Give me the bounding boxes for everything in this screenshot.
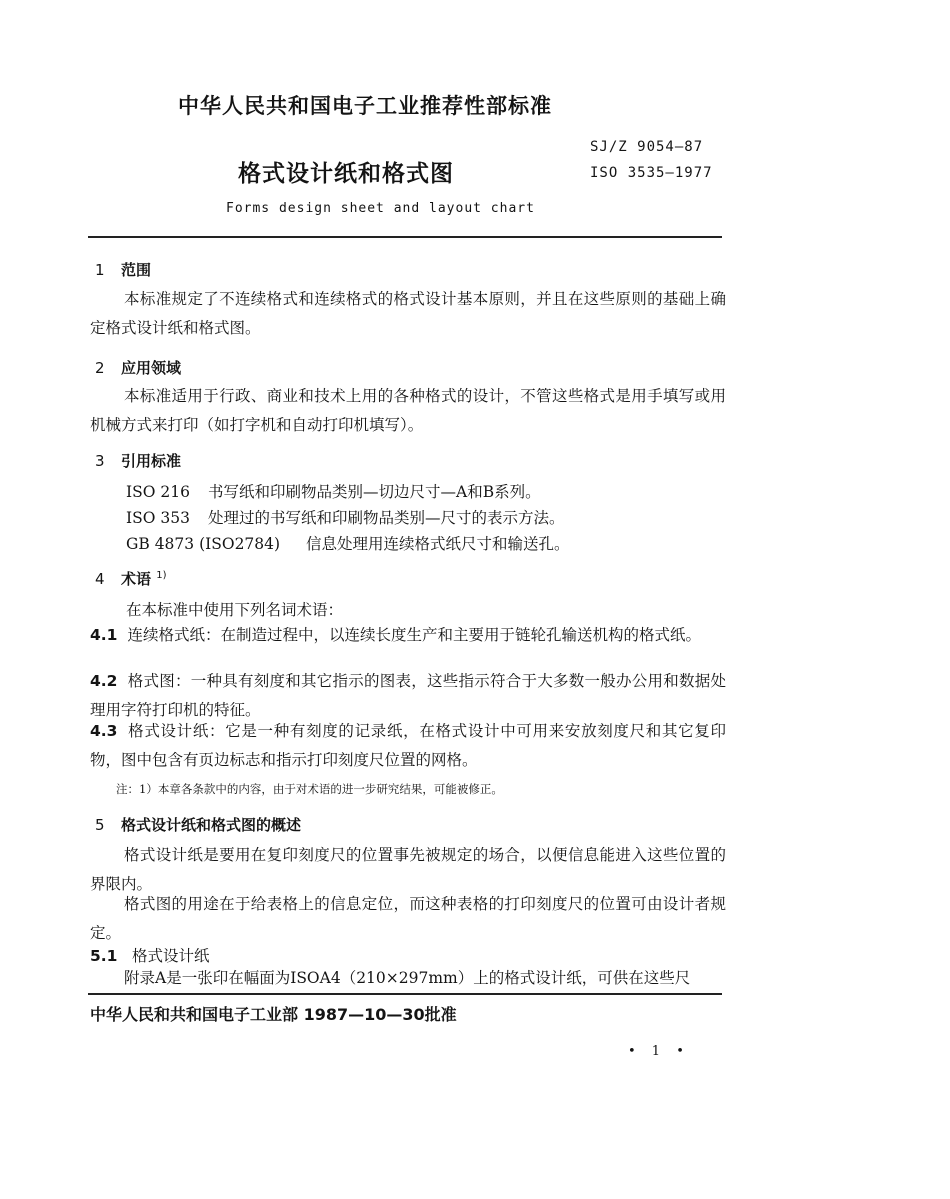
section-number: 5 — [95, 816, 105, 834]
header-divider — [88, 236, 722, 238]
standard-code-iso: ISO 3535—1977 — [590, 165, 713, 181]
section-2-heading — [95, 357, 181, 378]
section-1-text: 本标准规定了不连续格式和连续格式的格式设计基本原则，并且在这些原则的基础上确定格式设计纸和格式图。 — [90, 290, 726, 337]
term-number: 4.2 — [90, 672, 118, 690]
section-number: 3 — [95, 452, 105, 470]
reference-item — [126, 534, 570, 554]
section-1-heading — [95, 259, 151, 280]
subsection-title: 格式设计纸 — [132, 947, 210, 965]
footnote: 注：1）本章各条款中的内容，由于对术语的进一步研究结果，可能被修正。 — [116, 782, 503, 796]
section-5-paragraph-1: 格式设计纸是要用在复印刻度尺的位置事先被规定的场合，以便信息能进入这些位置的界限内。 — [90, 846, 726, 893]
footnote-marker: 1) — [156, 570, 167, 581]
subsection-number: 5.1 — [90, 947, 118, 965]
term-4-2 — [90, 667, 726, 724]
standard-code-sj: SJ/Z 9054—87 — [590, 139, 704, 155]
reference-code: ISO 353 — [126, 509, 190, 527]
document-title: 格式设计纸和格式图 — [238, 161, 454, 187]
section-title: 应用领域 — [121, 359, 182, 377]
section-title: 术语 — [121, 570, 152, 588]
reference-item — [126, 482, 541, 502]
english-title: Forms design sheet and layout chart — [226, 201, 535, 216]
section-5-paragraph-2: 格式图的用途在于给表格上的信息定位，而这种表格的打印刻度尺的位置可由设计者规定。 — [90, 895, 726, 942]
reference-text: 书写纸和印刷物品类别—切边尺寸—A和B系列。 — [208, 483, 541, 501]
section-number: 4 — [95, 570, 105, 588]
footer-divider — [88, 993, 722, 995]
section-title: 格式设计纸和格式图的概述 — [121, 816, 302, 834]
term-text: 格式图：一种具有刻度和其它指示的图表，这些指示符合于大多数一般办公用和数据处理用字符打印机的特征。 — [90, 672, 726, 719]
term-text: 连续格式纸：在制造过程中，以连续长度生产和主要用于链轮孔输送机构的格式纸。 — [127, 626, 701, 644]
section-4-intro: 在本标准中使用下列名词术语： — [126, 601, 344, 619]
term-number: 4.1 — [90, 626, 118, 644]
section-title: 范围 — [121, 261, 152, 279]
reference-text: 信息处理用连续格式纸尺寸和输送孔。 — [306, 535, 570, 553]
section-number: 1 — [95, 261, 105, 279]
reference-code: GB 4873 (ISO2784) — [126, 535, 281, 553]
term-4-3 — [90, 717, 726, 774]
approval-line: 中华人民和共和国电子工业部 1987—10—30批准 — [90, 1005, 457, 1024]
org-header: 中华人民共和国电子工业推荐性部标准 — [178, 94, 552, 118]
page-number: • 1 • — [628, 1044, 690, 1059]
section-3-heading — [95, 450, 181, 471]
section-number: 2 — [95, 359, 105, 377]
subsection-5-1-heading — [90, 946, 210, 966]
section-5-heading — [95, 814, 301, 835]
term-4-1 — [90, 621, 726, 650]
subsection-5-1-text: 附录A是一张印在幅面为ISOA4（210×297mm）上的格式设计纸，可供在这些尺 — [124, 969, 691, 987]
reference-text: 处理过的书写纸和印刷物品类别—尺寸的表示方法。 — [208, 509, 565, 527]
term-number: 4.3 — [90, 722, 118, 740]
section-2-text: 本标准适用于行政、商业和技术上用的各种格式的设计，不管这些格式是用手填写或用机械方式来打印（如打字机和自动打印机填写）。 — [90, 387, 726, 434]
section-title: 引用标准 — [121, 452, 182, 470]
reference-item — [126, 508, 565, 528]
section-4-heading — [95, 568, 167, 589]
term-text: 格式设计纸：它是一种有刻度的记录纸，在格式设计中可用来安放刻度尺和其它复印物，图中包含有页边标志和指示打印刻度尺位置的网格。 — [90, 722, 726, 769]
reference-code: ISO 216 — [126, 483, 190, 501]
